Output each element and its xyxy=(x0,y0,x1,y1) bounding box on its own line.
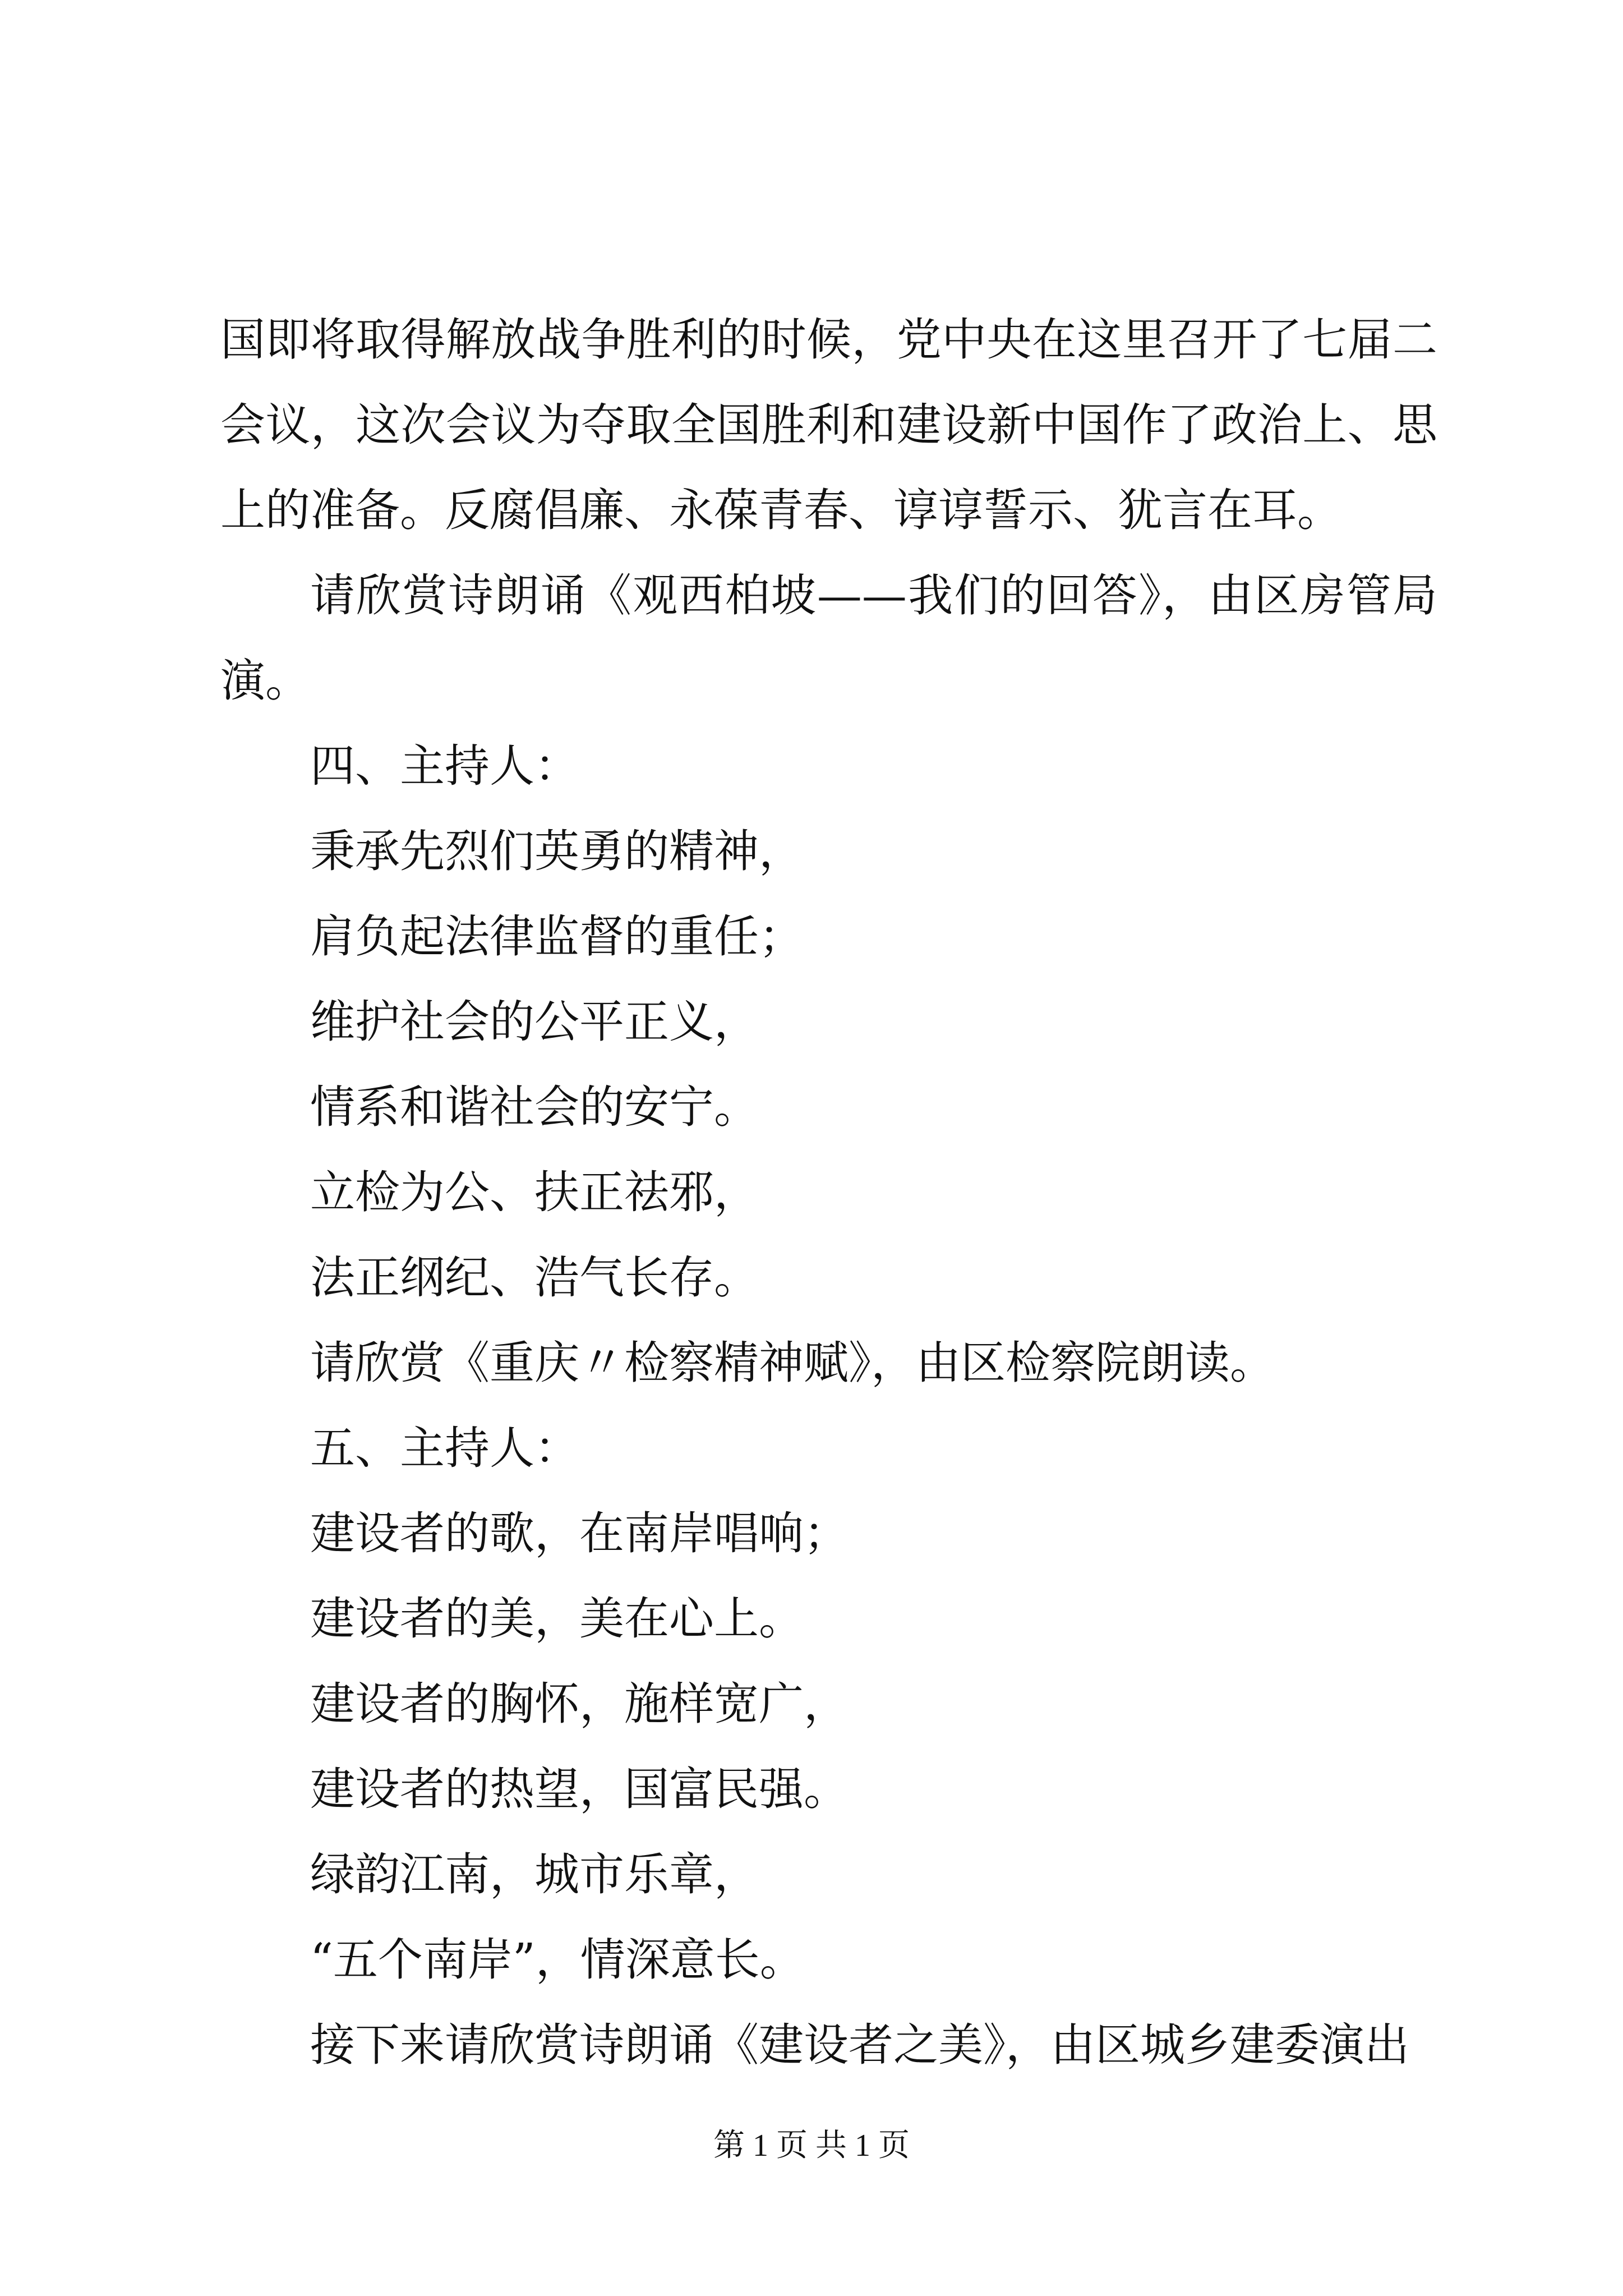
text-line: 会议，这次会议为夺取全国胜利和建设新中国作了政治上、思 xyxy=(220,399,1437,451)
text-line: 法正纲纪、浩气长存。 xyxy=(310,1251,759,1304)
text-line: 国即将取得解放战争胜利的时候，党中央在这里召开了七届二 xyxy=(220,314,1437,366)
document-body xyxy=(220,297,1437,2088)
text-line: 建设者的胸怀，施样宽广， xyxy=(310,1678,849,1730)
page-footer xyxy=(0,2123,1623,2168)
text-line: 建设者的热望，国富民强。 xyxy=(310,1763,849,1815)
page-number-label: 第 1 页 共 1 页 xyxy=(713,2128,910,2163)
text-line: 秉承先烈们英勇的精神， xyxy=(310,825,804,877)
text-line: 演。 xyxy=(220,655,310,707)
text-line: 立检为公、扶正祛邪， xyxy=(310,1166,759,1218)
text-line: 建设者的美，美在心上。 xyxy=(310,1593,804,1645)
text-line: 请欣赏《重庆〃检察精神赋》，由区检察院朗读。 xyxy=(310,1337,1275,1389)
text-line: 情系和谐社会的安宁。 xyxy=(310,1081,759,1133)
text-line: 上的准备。反腐倡廉、永葆青春、谆谆誓示、犹言在耳。 xyxy=(220,484,1342,536)
text-line: 维护社会的公平正义， xyxy=(310,996,759,1048)
text-line: 肩负起法律监督的重任； xyxy=(310,910,804,963)
section-heading: 四、主持人： xyxy=(310,740,579,792)
text-line: 接下来请欣赏诗朗诵《建设者之美》，由区城乡建委演出 xyxy=(310,2019,1409,2071)
text-line: 建设者的歌，在南岸唱响； xyxy=(310,1507,849,1559)
text-line: “五个南岸”，情深意长。 xyxy=(310,1934,805,1986)
text-line: 绿韵江南，城市乐章， xyxy=(310,1848,759,1901)
section-heading: 五、主持人： xyxy=(310,1422,579,1474)
text-line: 请欣赏诗朗诵《观西柏坡——我们的回答》，由区房管局 xyxy=(310,569,1437,622)
